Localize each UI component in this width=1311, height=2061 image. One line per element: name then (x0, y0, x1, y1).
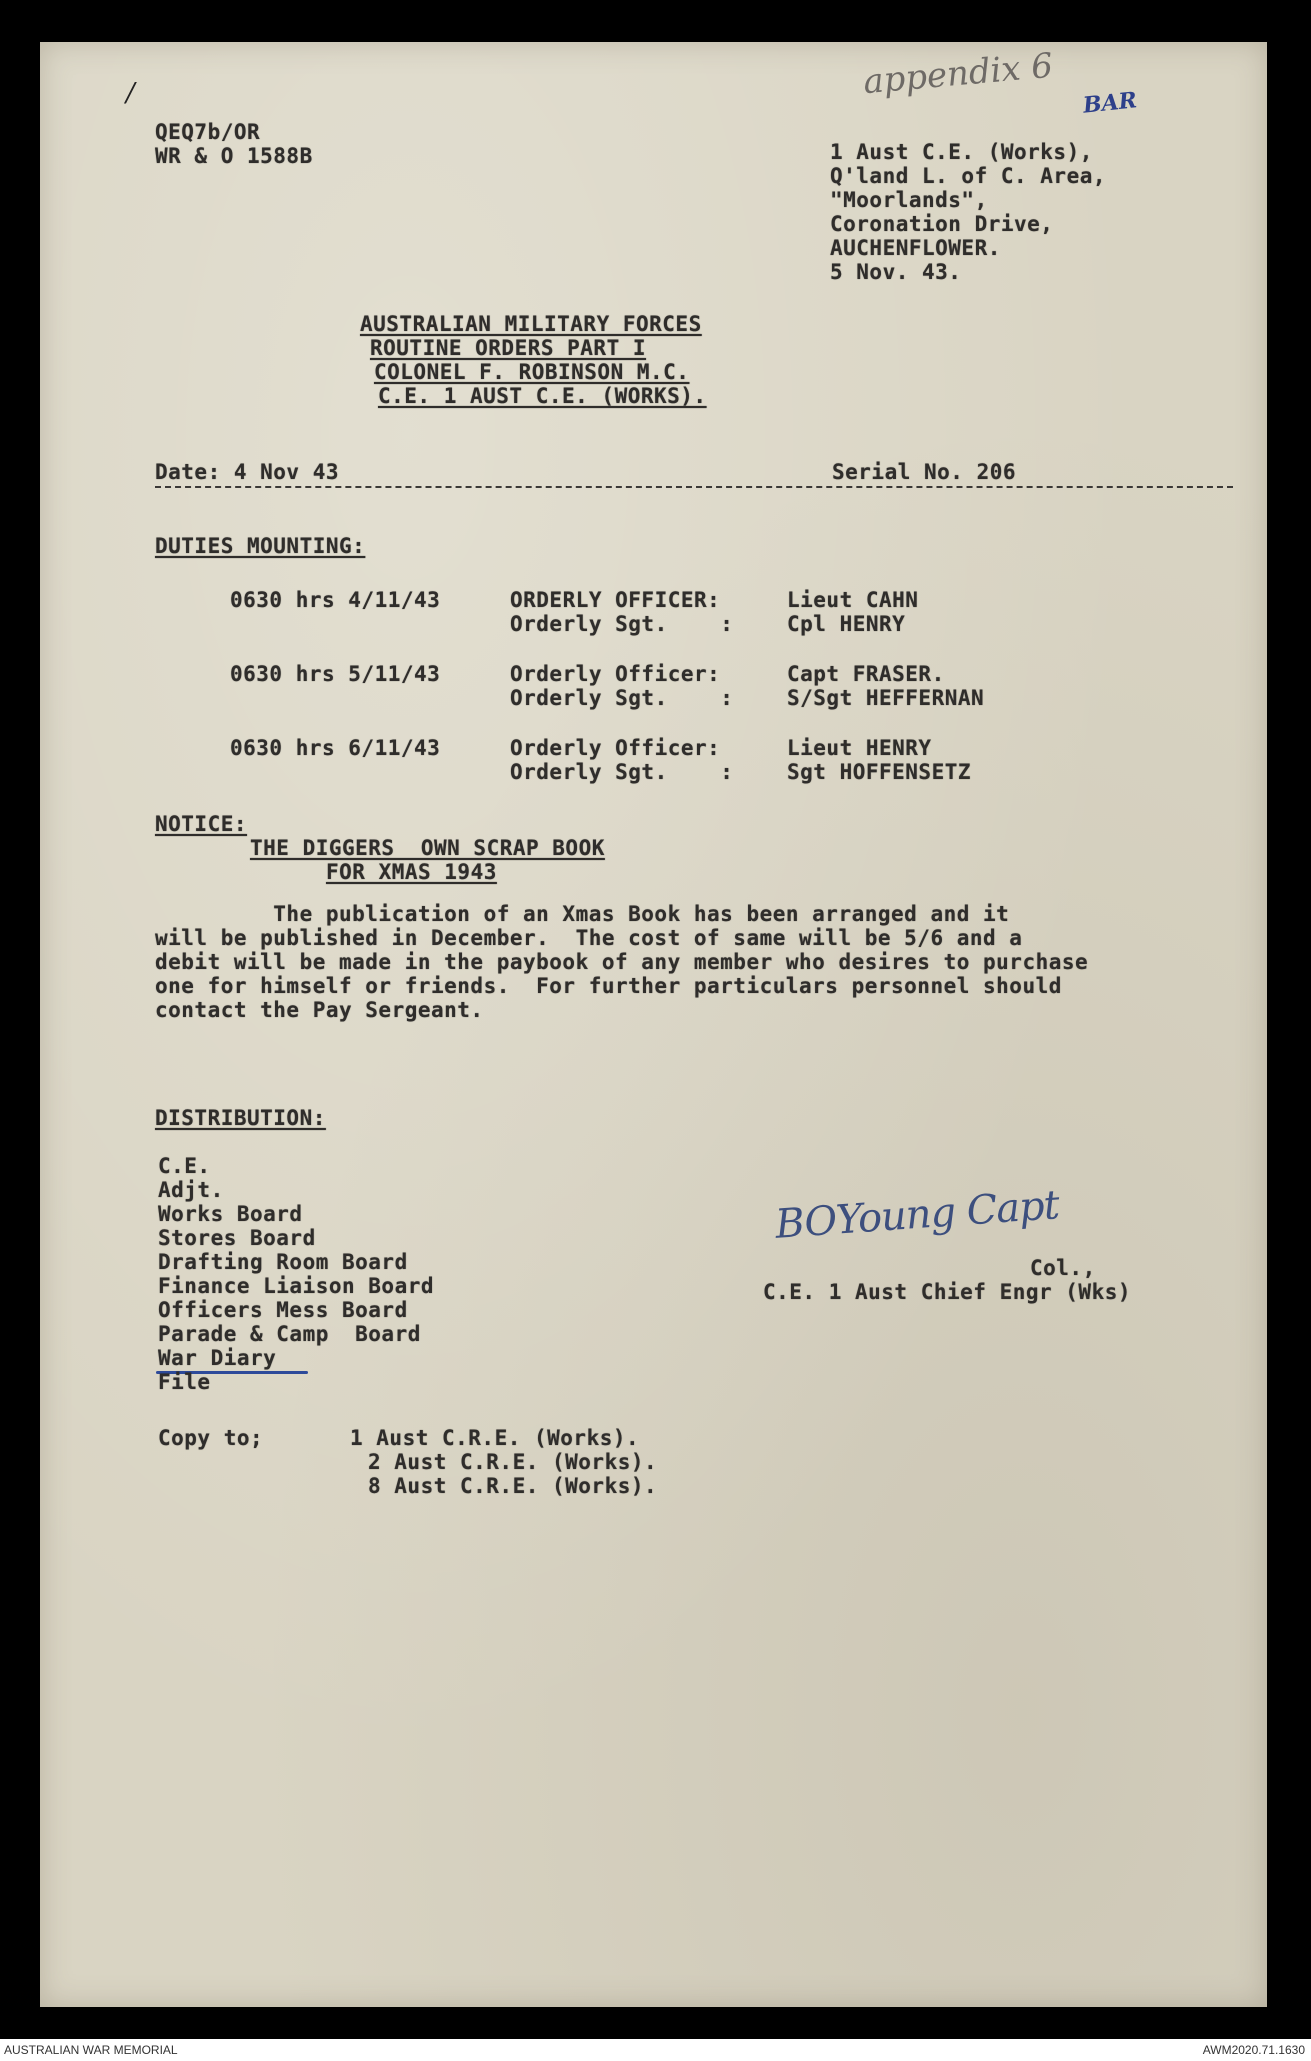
distribution-item: Works Board (158, 1202, 303, 1226)
duty-3-sgt-role: Orderly Sgt. : (510, 760, 734, 784)
address-line-1: 1 Aust C.E. (Works), (830, 140, 1093, 164)
footer-institution: AUSTRALIAN WAR MEMORIAL (4, 2043, 178, 2057)
footer-accession-number: AWM2020.71.1630 (1202, 2043, 1305, 2057)
heading-line-4: C.E. 1 AUST C.E. (WORKS). (378, 384, 707, 408)
duty-3-sgt: Sgt HOFFENSETZ (787, 760, 972, 784)
duty-1-officer-role: ORDERLY OFFICER: (510, 588, 721, 612)
reference-line-2: WR & O 1588B (155, 144, 313, 168)
heading-line-1: AUSTRALIAN MILITARY FORCES (360, 312, 702, 336)
copy-to-item: 1 Aust C.R.E. (Works). (350, 1426, 640, 1450)
copy-to-label: Copy to; (158, 1426, 264, 1450)
reference-line-1: QEQ7b/OR (155, 120, 261, 144)
duties-heading: DUTIES MOUNTING: (155, 534, 366, 558)
copy-to-item: 2 Aust C.R.E. (Works). (368, 1450, 658, 1474)
copy-to-item: 8 Aust C.R.E. (Works). (368, 1474, 658, 1498)
signature-title: C.E. 1 Aust Chief Engr (Wks) (763, 1280, 1132, 1304)
distribution-item-war-diary: War Diary (158, 1346, 277, 1370)
distribution-item: Finance Liaison Board (158, 1274, 435, 1298)
notice-body-line-5: contact the Pay Sergeant. (155, 998, 484, 1022)
heading-line-2: ROUTINE ORDERS PART I (370, 336, 647, 360)
duty-3-time: 0630 hrs 6/11/43 (230, 736, 441, 760)
date-rule (155, 486, 1233, 488)
notice-body-line-3: debit will be made in the paybook of any member who desires to purchase (155, 950, 1089, 974)
address-date: 5 Nov. 43. (830, 260, 962, 284)
handwritten-signature: BOYoung Capt (773, 1182, 1061, 1248)
notice-title-line-1: THE DIGGERS OWN SCRAP BOOK (250, 836, 605, 860)
distribution-item: File (158, 1370, 211, 1394)
blue-mark-annotation: BAR (1081, 87, 1139, 119)
distribution-heading: DISTRIBUTION: (155, 1106, 326, 1130)
signature-rank: Col., (1030, 1256, 1096, 1280)
notice-body-line-4: one for himself or friends. For further particulars personnel should (155, 974, 1062, 998)
duty-1-sgt-role: Orderly Sgt. : (510, 612, 734, 636)
duty-2-time: 0630 hrs 5/11/43 (230, 662, 441, 686)
address-line-3: "Moorlands", (830, 188, 988, 212)
notice-body-line-1: The publication of an Xmas Book has been arranged and it (155, 902, 1010, 926)
serial-number: Serial No. 206 (832, 460, 1017, 484)
distribution-item: Stores Board (158, 1226, 316, 1250)
duty-2-sgt-role: Orderly Sgt. : (510, 686, 734, 710)
address-line-4: Coronation Drive, (830, 212, 1054, 236)
duty-3-officer-role: Orderly Officer: (510, 736, 721, 760)
distribution-item: Parade & Camp Board (158, 1322, 421, 1346)
distribution-item: Adjt. (158, 1178, 224, 1202)
address-line-5: AUCHENFLOWER. (830, 236, 1001, 260)
duty-3-officer: Lieut HENRY (787, 736, 932, 760)
order-date: Date: 4 Nov 43 (155, 460, 340, 484)
duty-1-time: 0630 hrs 4/11/43 (230, 588, 441, 612)
notice-heading: NOTICE: (155, 812, 248, 836)
duty-1-sgt: Cpl HENRY (787, 612, 906, 636)
distribution-item: Drafting Room Board (158, 1250, 408, 1274)
distribution-item: C.E. (158, 1154, 211, 1178)
notice-body-line-2: will be published in December. The cost of same will be 5/6 and a (155, 926, 1023, 950)
address-line-2: Q'land L. of C. Area, (830, 164, 1107, 188)
duty-2-officer-role: Orderly Officer: (510, 662, 721, 686)
appendix-annotation: appendix 6 (861, 45, 1055, 103)
notice-title-line-2: FOR XMAS 1943 (326, 860, 497, 884)
duty-2-officer: Capt FRASER. (787, 662, 945, 686)
duty-1-officer: Lieut CAHN (787, 588, 919, 612)
duty-2-sgt: S/Sgt HEFFERNAN (787, 686, 985, 710)
distribution-item: Officers Mess Board (158, 1298, 408, 1322)
pen-tick-mark: / (126, 78, 135, 108)
document-page (40, 42, 1267, 2007)
heading-line-3: COLONEL F. ROBINSON M.C. (374, 360, 690, 384)
archive-footer (0, 2039, 1311, 2061)
